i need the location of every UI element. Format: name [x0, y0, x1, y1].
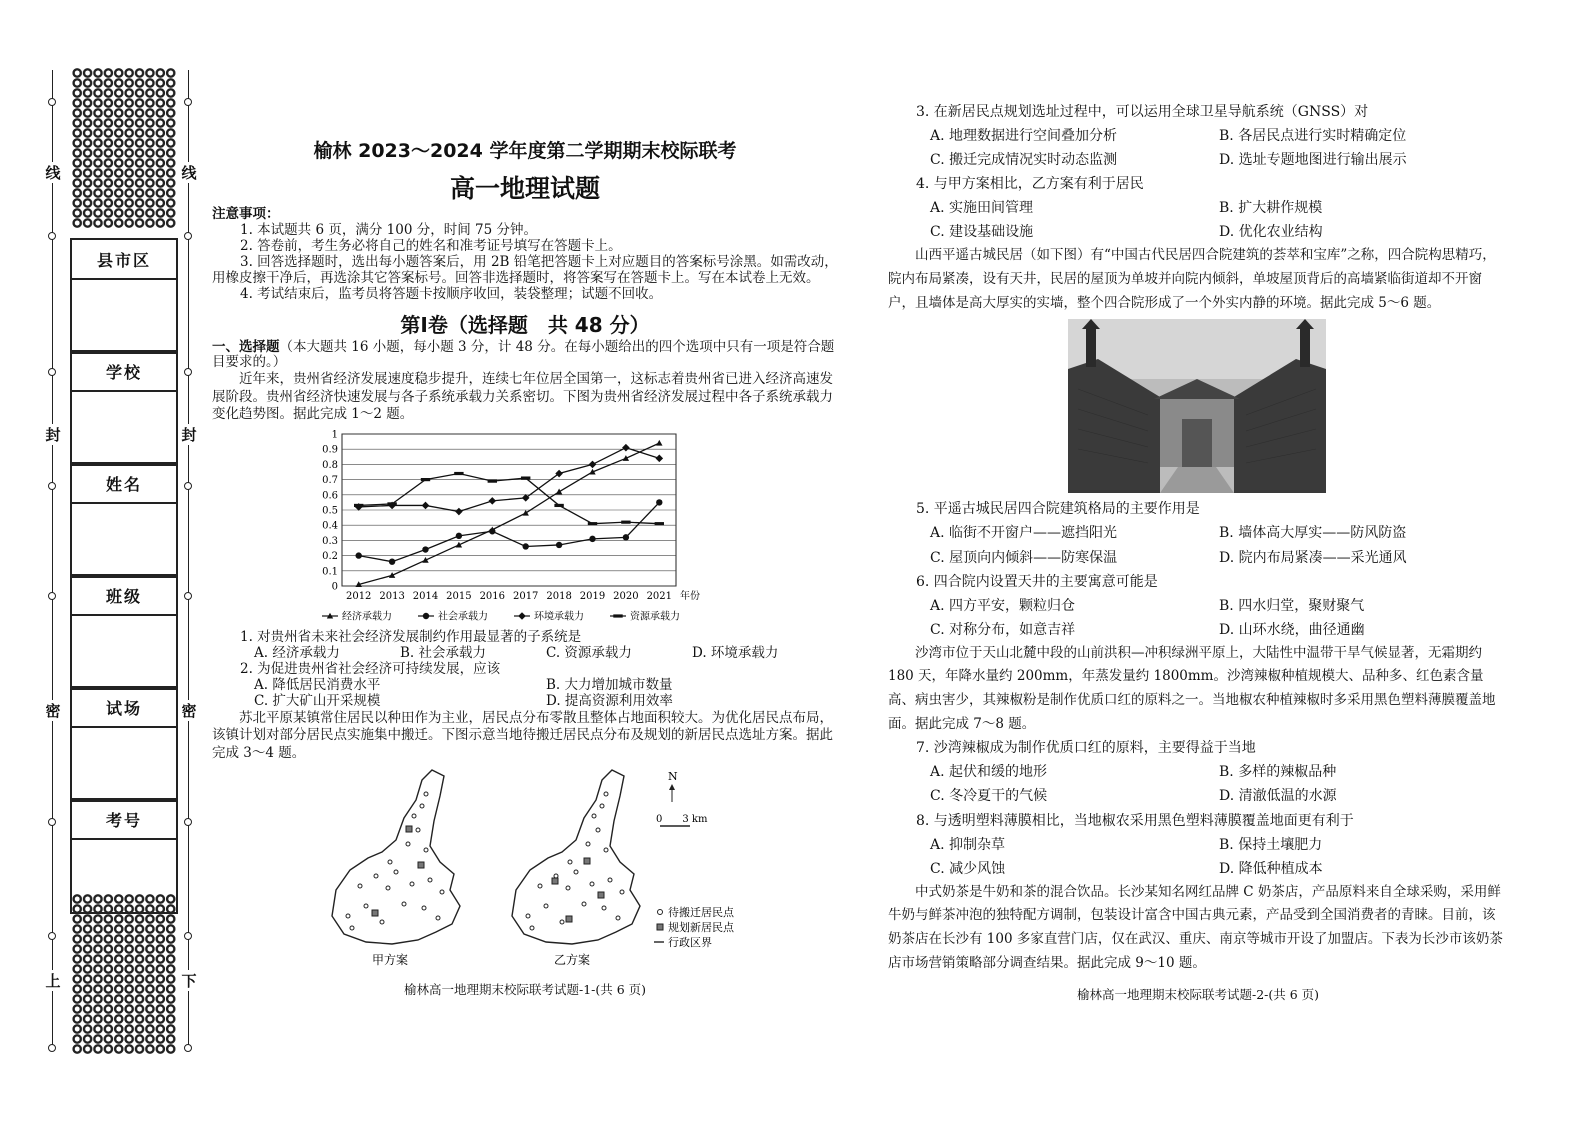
- chart-series-line-2: [359, 502, 660, 561]
- chart-x-tick-label: 2014: [412, 591, 439, 603]
- info-field-district[interactable]: [72, 280, 176, 352]
- page-1-footer: 榆林高一地理期末校际联考试题-1-(共 6 页): [403, 982, 647, 998]
- chart-point-series-4: [488, 480, 497, 483]
- binding-ring: [184, 482, 192, 490]
- chart-point-series-4: [588, 522, 597, 525]
- q4-option-c[interactable]: C. 建设基础设施: [930, 224, 1034, 241]
- chart-legend-marker: [423, 613, 429, 619]
- q7-option-c[interactable]: C. 冬冷夏干的气候: [930, 788, 1048, 805]
- question-6: [888, 570, 1508, 642]
- map-plan-a-points: [346, 792, 444, 930]
- q6-option-d[interactable]: D. 山环水绕，曲径通幽: [1219, 621, 1365, 638]
- chart-legend-label: 环境承载力: [534, 611, 584, 623]
- chart-y-tick-label: 0.4: [322, 520, 338, 532]
- q7-option-d[interactable]: D. 清澈低温的水源: [1219, 788, 1337, 805]
- chart-y-tick-label: 1: [331, 429, 338, 441]
- subject-title: 高一地理试题: [449, 174, 600, 203]
- q6-option-a[interactable]: A. 四方平安，颗粒归仓: [930, 597, 1076, 614]
- north-arrow: [668, 770, 678, 802]
- chart-x-tick-label: 2016: [479, 591, 506, 603]
- info-label-class: 班级: [72, 576, 176, 616]
- section-intro-label: 一、选择题: [212, 338, 280, 355]
- binding-line-left: [52, 70, 53, 1050]
- q1-option-a[interactable]: A. 经济承载力: [254, 644, 340, 661]
- q2-option-c[interactable]: C. 扩大矿山开采规模: [254, 692, 381, 709]
- chart-point-series-2: [489, 528, 495, 534]
- chart-point-series-2: [623, 534, 629, 540]
- chart-legend-label: 经济承载力: [342, 611, 392, 623]
- q2-option-d[interactable]: D. 提高资源利用效率: [546, 692, 673, 709]
- section-intro: [212, 340, 838, 372]
- chart-series-line-4: [359, 474, 660, 524]
- q8-option-d[interactable]: D. 降低种植成本: [1219, 860, 1323, 877]
- chart-y-tick-label: 0.1: [322, 566, 338, 578]
- question-7: [888, 736, 1508, 808]
- q4-option-d[interactable]: D. 优化农业结构: [1219, 224, 1323, 241]
- perforation-holes-bottom: [72, 894, 176, 1054]
- chart-point-series-1: [523, 510, 529, 516]
- info-label-exam-number: 考号: [72, 800, 176, 840]
- chart-point-series-2: [556, 542, 562, 548]
- side-char-mi-left: 密: [45, 702, 61, 720]
- side-char-mi-right: 密: [181, 702, 197, 720]
- binding-ring: [48, 818, 56, 826]
- notice-4: 4. 考试结束后，监考员将答题卡按顺序收回，装袋整理；试题不回收。: [240, 285, 663, 302]
- side-char-xia: 下: [181, 972, 197, 990]
- info-label-district: 县市区: [72, 240, 176, 280]
- info-field-name[interactable]: [72, 504, 176, 576]
- notice-3: 3. 回答选择题时，选出每小题答案后，用 2B 铅笔把答题卡上对应题目的答案标号涂黑。如需改动，用橡皮擦干净后，再选涂其它答案标号。回答非选择题时，将答案写在答题卡上。写在本试卷上无效。: [212, 253, 838, 286]
- q4-stem: 4. 与甲方案相比，乙方案有利于居民: [916, 176, 1144, 193]
- side-char-xian-right: 线: [181, 164, 197, 182]
- binding-ring: [48, 232, 56, 240]
- info-field-exam-number[interactable]: [72, 840, 176, 912]
- chart-point-series-3: [455, 508, 463, 516]
- chart-y-tick-label: 0.5: [322, 505, 338, 517]
- legend-new: 规划新居民点: [668, 921, 734, 935]
- chart-y-tick-label: 0: [331, 581, 338, 593]
- chart-x-tick-label: 2012: [345, 591, 372, 603]
- chart-point-series-2: [422, 546, 428, 552]
- page-2: [888, 100, 1508, 1003]
- binding-ring: [184, 592, 192, 600]
- q8-stem: 8. 与透明塑料薄膜相比，当地椒农采用黑色塑料薄膜覆盖地面更有利于: [916, 812, 1354, 829]
- binding-ring: [48, 482, 56, 490]
- binding-ring: [48, 592, 56, 600]
- question-2: [212, 662, 838, 710]
- q3-stem: 3. 在新居民点规划选址过程中，可以运用全球卫星导航系统（GNSS）对: [916, 104, 1369, 120]
- q2-stem: 2. 为促进贵州省社会经济可持续发展，应该: [240, 660, 501, 677]
- q5-stem: 5. 平遥古城民居四合院建筑格局的主要作用是: [916, 501, 1200, 518]
- binding-ring: [184, 368, 192, 376]
- info-box-exam-number: [70, 798, 178, 914]
- side-char-feng-right: 封: [181, 426, 197, 444]
- chart-legend-label: 社会承载力: [438, 611, 488, 623]
- legend-boundary: 行政区界: [668, 936, 712, 950]
- chart-point-series-4: [421, 478, 430, 481]
- courtyard-photo: [1068, 319, 1326, 493]
- chart-x-tick-label: 2021: [646, 591, 673, 603]
- carrying-capacity-chart: [304, 428, 724, 628]
- map-plan-b-new: [552, 858, 604, 922]
- info-field-room[interactable]: [72, 728, 176, 800]
- q1-option-d[interactable]: D. 环境承载力: [692, 644, 779, 661]
- q3-option-b[interactable]: B. 各居民点进行实时精确定位: [1219, 128, 1407, 145]
- side-char-xian-left: 线: [45, 164, 61, 182]
- notice-1: 1. 本试题共 6 页，满分 100 分，时间 75 分钟。: [240, 221, 537, 238]
- chart-point-series-4: [554, 504, 563, 507]
- chart-point-series-3: [622, 444, 630, 452]
- info-box-school: [70, 350, 178, 466]
- q3-option-c[interactable]: C. 搬迁完成情况实时动态监测: [930, 152, 1118, 169]
- chart-point-series-2: [356, 552, 362, 558]
- map-plan-b-points: [526, 792, 624, 930]
- map-caption-a: 甲方案: [372, 953, 409, 968]
- chart-point-series-3: [656, 455, 664, 463]
- chart-y-tick-label: 0.6: [322, 490, 338, 502]
- binding-ring: [184, 232, 192, 240]
- chart-x-tick-label: 2013: [379, 591, 405, 603]
- q4-option-a[interactable]: A. 实施田间管理: [930, 200, 1034, 217]
- map-caption-b: 乙方案: [554, 953, 591, 968]
- chart-point-series-4: [454, 472, 463, 475]
- binding-ring: [48, 368, 56, 376]
- info-field-class[interactable]: [72, 616, 176, 688]
- section-title: 第Ⅰ卷（选择题 共 48 分）: [400, 312, 650, 337]
- chart-x-tick-label: 2017: [512, 591, 539, 603]
- q7-option-b[interactable]: B. 多样的辣椒品种: [1219, 764, 1337, 781]
- scale-label: 0 3 km: [656, 814, 708, 826]
- scale-bar: [656, 814, 708, 826]
- notice-heading: 注意事项：: [212, 206, 280, 222]
- chart-legend-label: 资源承载力: [630, 611, 680, 623]
- chart-point-series-1: [556, 489, 562, 495]
- q8-option-b[interactable]: B. 保持土壤肥力: [1219, 836, 1323, 853]
- chart-x-axis-label: 年份: [680, 591, 700, 603]
- binding-ring: [48, 98, 56, 106]
- question-3: [888, 100, 1508, 172]
- info-label-room: 试场: [72, 688, 176, 728]
- chart-point-series-3: [422, 502, 430, 510]
- info-box-class: [70, 574, 178, 690]
- perforation-holes-top: [72, 68, 176, 228]
- q3-option-d[interactable]: D. 选址专题地图进行输出展示: [1219, 152, 1407, 169]
- chart-point-series-4: [354, 504, 363, 507]
- info-box-room: [70, 686, 178, 802]
- chart-point-series-2: [456, 533, 462, 539]
- q5-option-d[interactable]: D. 院内布局紧凑——采光通风: [1219, 549, 1407, 566]
- chart-y-tick-label: 0.8: [322, 459, 338, 471]
- info-box-district: [70, 238, 178, 354]
- chart-x-tick-label: 2018: [546, 591, 572, 603]
- passage-3: 山西平遥古城民居（如下图）有“中国古代民居四合院建筑的荟萃和宝库”之称，四合院构思精巧，院内布局紧凑，设有天井，民居的屋顶为单坡并向院内倾斜，单坡屋顶背后的高墙紧临街道却不开窗户，且墙体是高大厚实的实墙，整个四合院形成了一个外实内静的环境。据此完成 5～6 题。: [888, 247, 1496, 311]
- chart-x-tick-label: 2020: [613, 591, 639, 603]
- info-label-name: 姓名: [72, 464, 176, 504]
- binding-ring: [184, 1044, 192, 1052]
- q6-stem: 6. 四合院内设置天井的主要寓意可能是: [916, 573, 1158, 590]
- chart-point-series-3: [589, 461, 597, 469]
- q2-option-b[interactable]: B. 大力增加城市数量: [546, 676, 673, 693]
- binding-ring: [48, 932, 56, 940]
- binding-line-right: [188, 70, 189, 1050]
- chart-point-series-4: [387, 502, 396, 505]
- q8-option-a[interactable]: A. 抑制杂草: [930, 836, 1006, 853]
- info-field-school[interactable]: [72, 392, 176, 464]
- exam-title: 榆林 2023～2024 学年度第二学期期末校际联考: [313, 140, 737, 162]
- chart-point-series-4: [655, 522, 664, 525]
- q6-option-c[interactable]: C. 对称分布，如意吉祥: [930, 621, 1076, 638]
- q5-option-b[interactable]: B. 墙体高大厚实——防风防盗: [1219, 525, 1407, 542]
- passage-1: 近年来，贵州省经济发展速度稳步提升，连续七年位居全国第一，这标志着贵州省已进入经济高速发展阶段。贵州省经济快速发展与各子系统承载力关系密切。下图为贵州省经济发展过程中各子系统承载力变化趋势图。据此完成 1～2 题。: [212, 371, 833, 423]
- section-intro-text: （本大题共 16 小题，每小题 3 分，计 48 分。在每小题给出的四个选项中只有一项是符合题目要求的。）: [212, 338, 835, 371]
- page-1: [212, 136, 838, 998]
- chart-y-tick-label: 0.2: [322, 551, 338, 563]
- q2-option-a[interactable]: A. 降低居民消费水平: [254, 676, 381, 693]
- q1-stem: 1. 对贵州省未来社会经济发展制约作用最显著的子系统是: [240, 629, 582, 646]
- binding-ring: [48, 1044, 56, 1052]
- chart-y-tick-label: 0.9: [322, 444, 338, 456]
- chart-y-tick-label: 0.7: [322, 475, 338, 487]
- q5-option-a[interactable]: A. 临街不开窗户——遮挡阳光: [930, 525, 1118, 542]
- passage-5: 中式奶茶是牛奶和茶的混合饮品。长沙某知名网红品牌 C 奶茶店，产品原料来自全球采购，采用鲜牛奶与鲜茶冲泡的独特配方调制，包装设计富含中国古典元素，产品受到全国消费者的青睐。目前，该奶茶店在长沙有 100 多家直营门店，仅在武汉、重庆、南京等城市开设了加盟店。下表为长沙市该奶茶店市场营销策略部分调查结果。据此完成 9～10 题。: [888, 883, 1503, 971]
- north-label: N: [668, 770, 678, 784]
- map-plan-b: [512, 770, 640, 944]
- side-char-feng-left: 封: [45, 426, 61, 444]
- question-4: [888, 172, 1508, 244]
- q6-option-b[interactable]: B. 四水归堂，聚财聚气: [1219, 597, 1365, 614]
- question-5: [888, 497, 1508, 569]
- map-plan-a: [332, 770, 460, 944]
- chart-point-series-3: [489, 497, 497, 505]
- chart-point-series-2: [589, 536, 595, 542]
- chart-point-series-2: [523, 543, 529, 549]
- passage-4: 沙湾市位于天山北麓中段的山前洪积—冲积绿洲平原上，大陆性中温带干旱气候显著，无霜期约 180 天，年降水量约 200mm，年蒸发量约 1800mm。沙湾辣椒种植规模大、品种多、红色素含量高、病虫害少，其辣椒粉是制作优质口红的原料之一。当地椒农种植辣椒时多采用黑色塑料薄膜覆盖地面。据此完成 7～8 题。: [888, 644, 1496, 732]
- legend-pending: 待搬迁居民点: [668, 906, 734, 920]
- question-1: [212, 630, 838, 662]
- map-legend: [654, 905, 735, 949]
- q8-option-c[interactable]: C. 减少风蚀: [930, 860, 1006, 877]
- q3-option-a[interactable]: A. 地理数据进行空间叠加分析: [930, 128, 1118, 145]
- chart-legend-marker: [518, 612, 526, 620]
- chart-point-series-4: [521, 476, 530, 479]
- info-box-name: [70, 462, 178, 578]
- chart-point-series-2: [389, 558, 395, 564]
- chart-point-series-1: [656, 440, 662, 446]
- relocation-maps: [322, 766, 842, 976]
- binding-ring: [184, 932, 192, 940]
- chart-point-series-2: [656, 499, 662, 505]
- info-label-school: 学校: [72, 352, 176, 392]
- q1-option-c[interactable]: C. 资源承载力: [546, 644, 632, 661]
- chart-point-series-4: [621, 521, 630, 524]
- q5-option-c[interactable]: C. 屋顶向内倾斜——防寒保温: [930, 549, 1118, 566]
- chart-y-tick-label: 0.3: [322, 535, 338, 547]
- page-2-footer: 榆林高一地理期末校际联考试题-2-(共 6 页): [1076, 987, 1320, 1003]
- binding-ring: [184, 818, 192, 826]
- q7-stem: 7. 沙湾辣椒成为制作优质口红的原料，主要得益于当地: [916, 740, 1256, 757]
- passage-2: 苏北平原某镇常住居民以种田作为主业，居民点分布零散且整体占地面积较大。为优化居民点布局，该镇计划对部分居民点实施集中搬迁。下图示意当地待搬迁居民点分布及规划的新居民点选址方案。据此完成 3～4 题。: [212, 709, 833, 761]
- q7-option-a[interactable]: A. 起伏和缓的地形: [930, 764, 1048, 781]
- side-char-shang: 上: [45, 972, 61, 990]
- chart-x-tick-label: 2019: [579, 591, 606, 603]
- question-8: [888, 809, 1508, 881]
- q1-option-b[interactable]: B. 社会承载力: [400, 644, 487, 661]
- binding-ring: [184, 98, 192, 106]
- notice-2: 2. 答卷前，考生务必将自己的姓名和准考证号填写在答题卡上。: [240, 237, 622, 254]
- chart-x-tick-label: 2015: [446, 591, 472, 603]
- chart-legend-marker: [613, 614, 622, 617]
- q4-option-b[interactable]: B. 扩大耕作规模: [1219, 200, 1323, 217]
